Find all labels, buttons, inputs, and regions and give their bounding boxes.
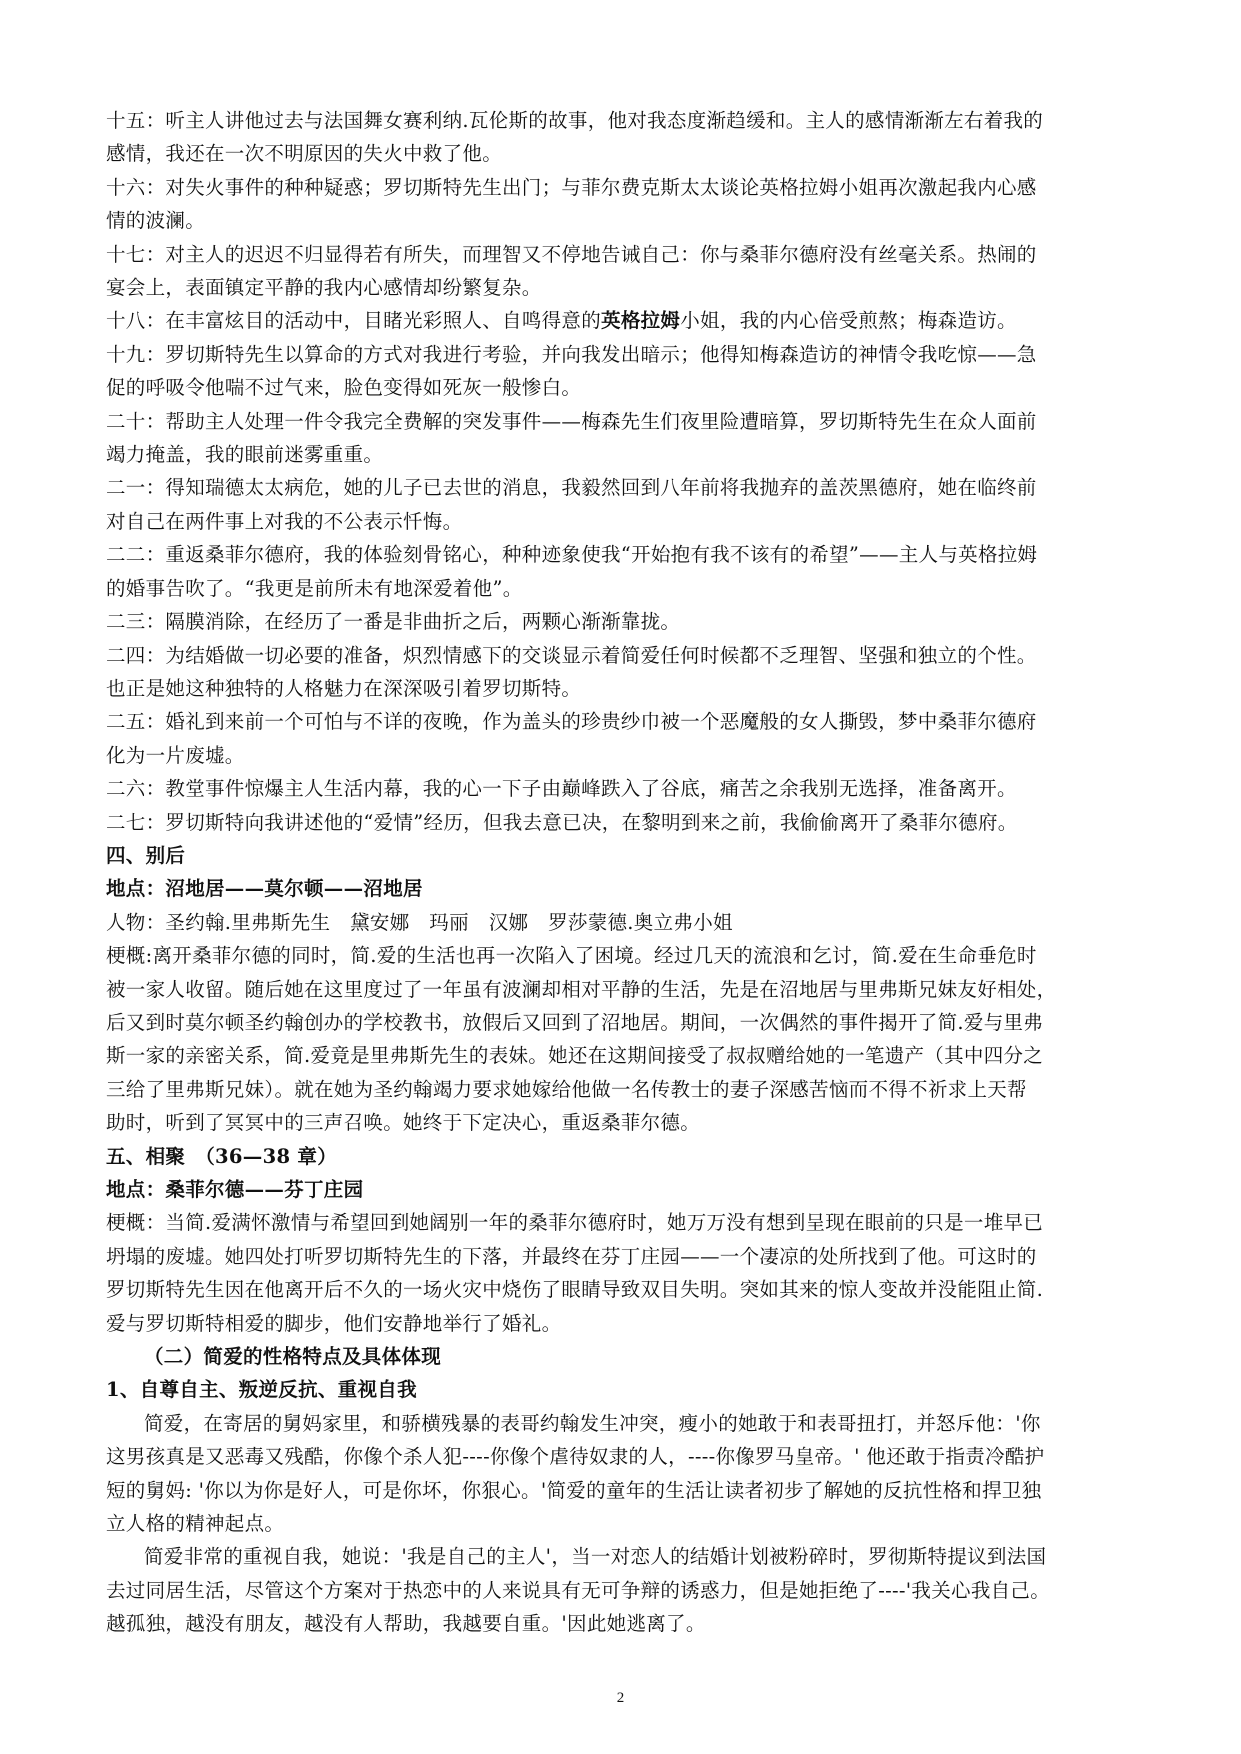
text-segment: 简爱非常的重视自我，她说：'我是自己的主人'，当一对恋人的结婚计划被粉碎时，罗彻斯特提议到法国 (144, 1545, 1047, 1569)
text-line (106, 1340, 1136, 1373)
text-line (106, 505, 1136, 538)
text-line (106, 471, 1136, 504)
text-line (106, 806, 1136, 839)
text-line (106, 1206, 1136, 1239)
text-segment: 越孤独，越没有朋友，越没有人帮助，我越要自重。'因此她逃离了。 (106, 1612, 706, 1636)
text-segment: 化为一片废墟。 (106, 743, 245, 767)
text-segment: 梗概:离开桑菲尔德的同时，简.爱的生活也再一次陷入了困境。经过几天的流浪和乞讨，简.爱在生命垂危时 (106, 944, 1037, 968)
text-segment: 五、相聚 （36—38 章） (106, 1144, 338, 1168)
text-segment: 十九：罗切斯特先生以算命的方式对我进行考验，并向我发出暗示；他得知梅森造访的神情令我吃惊——急 (106, 342, 1037, 366)
text-segment: 立人格的精神起点。 (106, 1512, 285, 1536)
text-segment: 的婚事告吹了。“我更是前所未有地深爱着他”。 (106, 576, 523, 600)
text-line (106, 1440, 1136, 1473)
text-segment: 十七：对主人的迟迟不归显得若有所失，而理智又不停地告诫自己：你与桑菲尔德府没有丝毫关系。热闹的 (106, 242, 1037, 266)
text-line (106, 1173, 1136, 1206)
text-segment: 后又到时莫尔顿圣约翰创办的学校教书，放假后又回到了沼地居。期间，一次偶然的事件揭开了简.爱与里弗 (106, 1010, 1044, 1034)
text-line (106, 1373, 1136, 1406)
text-line (106, 338, 1136, 371)
text-segment: 罗切斯特先生因在他离开后不久的一场火灾中烧伤了眼睛导致双目失明。突如其来的惊人变故并没能阻止简. (106, 1278, 1044, 1302)
text-segment: 地点：沼地居——莫尔顿——沼地居 (106, 877, 423, 901)
text-line (106, 1106, 1136, 1139)
text-segment: 地点：桑菲尔德——芬丁庄园 (106, 1178, 364, 1201)
text-segment: 二五：婚礼到来前一个可怕与不详的夜晚，作为盖头的珍贵纱巾被一个恶魔般的女人撕毁，梦中桑菲尔德府 (106, 710, 1037, 734)
text-segment: 十五：听主人讲他过去与法国舞女赛利纳.瓦伦斯的故事，他对我态度渐趋缓和。主人的感情渐渐左右着我的 (106, 109, 1044, 132)
text-segment: 也正是她这种独特的人格魅力在深深吸引着罗切斯特。 (106, 676, 582, 700)
text-segment: 二七：罗切斯特向我讲述他的“爱情”经历，但我去意已决，在黎明到来之前，我偷偷离开了桑菲尔德府。 (106, 810, 1018, 834)
text-segment: （二）简爱的性格特点及具体体现 (144, 1345, 442, 1369)
text-segment: 促的呼吸令他喘不过气来，脸色变得如死灰一般惨白。 (106, 376, 582, 400)
text-line (106, 538, 1136, 571)
text-segment: 四、别后 (106, 843, 186, 867)
text-segment: 人物：圣约翰.里弗斯先生 黛安娜 玛丽 汉娜 罗莎蒙德.奥立弗小姐 (106, 910, 733, 934)
text-line (106, 1574, 1136, 1607)
text-line (106, 772, 1136, 805)
page-number: 2 (616, 1690, 625, 1706)
text-line (106, 906, 1136, 939)
text-segment: 二十：帮助主人处理一件令我完全费解的突发事件——梅森先生们夜里险遭暗算，罗切斯特先生在众人面前 (106, 409, 1037, 433)
text-line (106, 171, 1136, 204)
text-line (106, 1039, 1136, 1072)
text-segment: 二三：隔膜消除，在经历了一番是非曲折之后，两颗心渐渐靠拢。 (106, 610, 681, 634)
text-line (106, 939, 1136, 972)
text-line (106, 1474, 1136, 1507)
text-segment: 宴会上，表面镇定平静的我内心感情却纷繁复杂。 (106, 276, 542, 300)
text-line (106, 1407, 1136, 1440)
text-line (106, 839, 1136, 872)
text-segment: 对自己在两件事上对我的不公表示忏悔。 (106, 509, 463, 533)
text-line (106, 1540, 1136, 1573)
text-segment: 二一：得知瑞德太太病危，她的儿子已去世的消息，我毅然回到八年前将我抛弃的盖茨黑德府，她在临终前 (106, 476, 1037, 500)
text-segment: 爱与罗切斯特相爱的脚步，他们安静地举行了婚礼。 (106, 1311, 562, 1335)
text-segment: 十八：在丰富炫目的活动中，目睹光彩照人、自鸣得意的 (106, 309, 602, 333)
text-segment: 二四：为结婚做一切必要的准备，炽烈情感下的交谈显示着简爱任何时候都不乏理智、坚强和独立的个性。 (106, 643, 1037, 667)
text-line (106, 605, 1136, 638)
text-segment: 坍塌的废墟。她四处打听罗切斯特先生的下落，并最终在芬丁庄园——一个凄凉的处所找到了他。可这时的 (106, 1244, 1037, 1268)
text-segment: 斯一家的亲密关系，简.爱竟是里弗斯先生的表妹。她还在这期间接受了叔叔赠给她的一笔遗产（其中四分之 (106, 1044, 1044, 1068)
text-segment: 感情，我还在一次不明原因的失火中救了他。 (106, 142, 503, 166)
text-line (106, 137, 1136, 170)
text-line (106, 1607, 1136, 1640)
text-line (106, 705, 1136, 738)
document-body (106, 104, 1136, 1641)
text-line (106, 371, 1136, 404)
text-segment: 去过同居生活，尽管这个方案对于热恋中的人来说具有无可争辩的诱惑力，但是她拒绝了----'我关心我自己。 (106, 1578, 1051, 1602)
text-segment: 竭力掩盖，我的眼前迷雾重重。 (106, 443, 384, 467)
text-line (106, 1140, 1136, 1173)
text-segment: 简爱，在寄居的舅妈家里，和骄横残暴的表哥约翰发生冲突，瘦小的她敢于和表哥扭打，并怒斥他：'你 (144, 1411, 1041, 1435)
text-line (106, 304, 1136, 337)
text-line (106, 1507, 1136, 1540)
text-segment: 1、自尊自主、叛逆反抗、重视自我 (106, 1378, 417, 1402)
text-segment: 这男孩真是又恶毒又残酷，你像个杀人犯----你像个虐待奴隶的人，----你像罗马皇帝。' 他还敢于指责冷酷护 (106, 1445, 1045, 1469)
text-line (106, 1307, 1136, 1340)
text-segment: 十六：对失火事件的种种疑惑；罗切斯特先生出门；与菲尔费克斯太太谈论英格拉姆小姐再次激起我内心感 (106, 175, 1037, 199)
text-line (106, 739, 1136, 772)
text-segment: 二六：教堂事件惊爆主人生活内幕，我的心一下子由巅峰跌入了谷底，痛苦之余我别无选择，准备离开。 (106, 777, 1017, 801)
text-segment: 二二：重返桑菲尔德府，我的体验刻骨铭心，种种迹象使我“开始抱有我不该有的希望”——主人与英格拉姆 (106, 543, 1038, 567)
text-segment: 情的波澜。 (106, 209, 206, 233)
text-line (106, 238, 1136, 271)
text-line (106, 973, 1136, 1006)
text-line (106, 872, 1136, 905)
text-line (106, 639, 1136, 672)
text-segment: 被一家人收留。随后她在这里度过了一年虽有波澜却相对平静的生活，先是在沼地居与里弗斯兄妹友好相处， (106, 977, 1057, 1001)
text-line (106, 672, 1136, 705)
text-line (106, 271, 1136, 304)
text-line (106, 104, 1136, 137)
text-segment: 三给了里弗斯兄妹）。就在她为圣约翰竭力要求她嫁给他做一名传教士的妻子深感苦恼而不得不祈求上天帮 (106, 1077, 1027, 1101)
text-segment: 助时，听到了冥冥中的三声召唤。她终于下定决心，重返桑菲尔德。 (106, 1111, 701, 1135)
text-line (106, 405, 1136, 438)
text-line (106, 572, 1136, 605)
text-segment: 梗概：当简.爱满怀激情与希望回到她阔别一年的桑菲尔德府时，她万万没有想到呈现在眼前的只是一堆早已 (106, 1211, 1044, 1235)
text-line (106, 1273, 1136, 1306)
text-line (106, 1073, 1136, 1106)
text-line (106, 1006, 1136, 1039)
text-segment: 短的舅妈: '你以为你是好人，可是你坏，你狠心。'简爱的童年的生活让读者初步了解她的反抗性格和捍卫独 (106, 1478, 1042, 1502)
text-line (106, 438, 1136, 471)
text-segment: 小姐，我的内心倍受煎熬；梅森造访。 (680, 309, 1017, 333)
text-line (106, 204, 1136, 237)
text-line (106, 1240, 1136, 1273)
bold-name: 英格拉姆 (601, 309, 681, 333)
